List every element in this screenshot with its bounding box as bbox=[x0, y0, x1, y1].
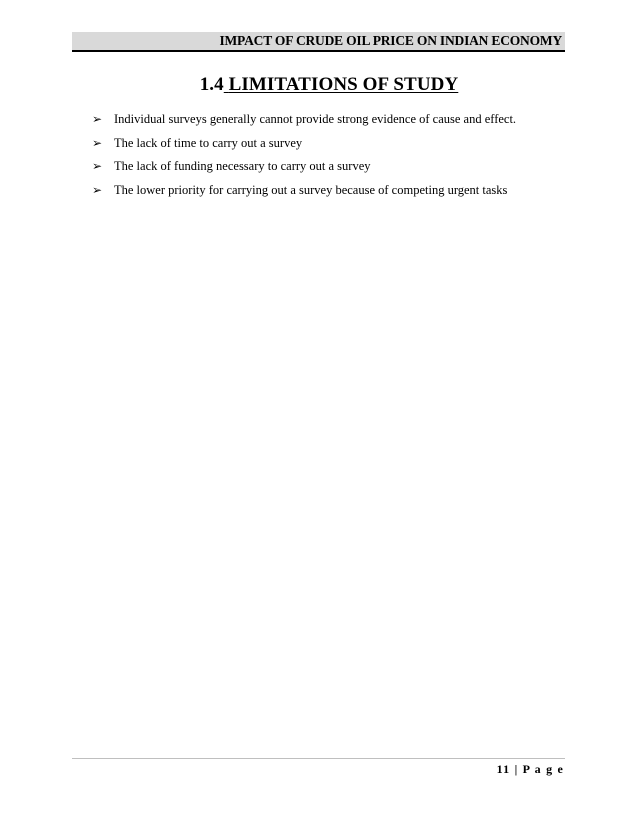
section-number: 1.4 bbox=[199, 74, 224, 95]
list-item-text: The lack of time to carry out a survey bbox=[114, 135, 303, 150]
list-item-text: The lack of funding necessary to carry out a survey bbox=[114, 159, 371, 173]
page-number: 11 | P a g e bbox=[496, 762, 564, 776]
arrow-bullet-icon: ➢ bbox=[92, 135, 103, 150]
running-header-title: IMPACT OF CRUDE OIL PRICE ON INDIAN ECONOMY bbox=[219, 33, 562, 48]
limitations-list bbox=[92, 112, 516, 206]
list-item bbox=[92, 136, 516, 160]
list-item bbox=[92, 183, 516, 207]
section-title bbox=[224, 74, 459, 95]
list-item-text: Individual surveys generally cannot provide strong evidence of cause and effect. bbox=[114, 112, 517, 126]
arrow-bullet-icon: ➢ bbox=[92, 159, 103, 173]
section-heading bbox=[0, 74, 638, 96]
section-heading-text bbox=[180, 74, 459, 96]
list-item bbox=[92, 159, 516, 183]
page-header-bar bbox=[72, 32, 565, 52]
arrow-bullet-icon: ➢ bbox=[92, 182, 103, 197]
list-item-text: The lower priority for carrying out a survey because of competing urgent tasks bbox=[114, 182, 508, 197]
list-item bbox=[92, 112, 516, 136]
footer-divider bbox=[72, 758, 565, 759]
section-title-text: LIMITATIONS OF STUDY bbox=[228, 74, 459, 95]
arrow-bullet-icon: ➢ bbox=[92, 112, 103, 126]
